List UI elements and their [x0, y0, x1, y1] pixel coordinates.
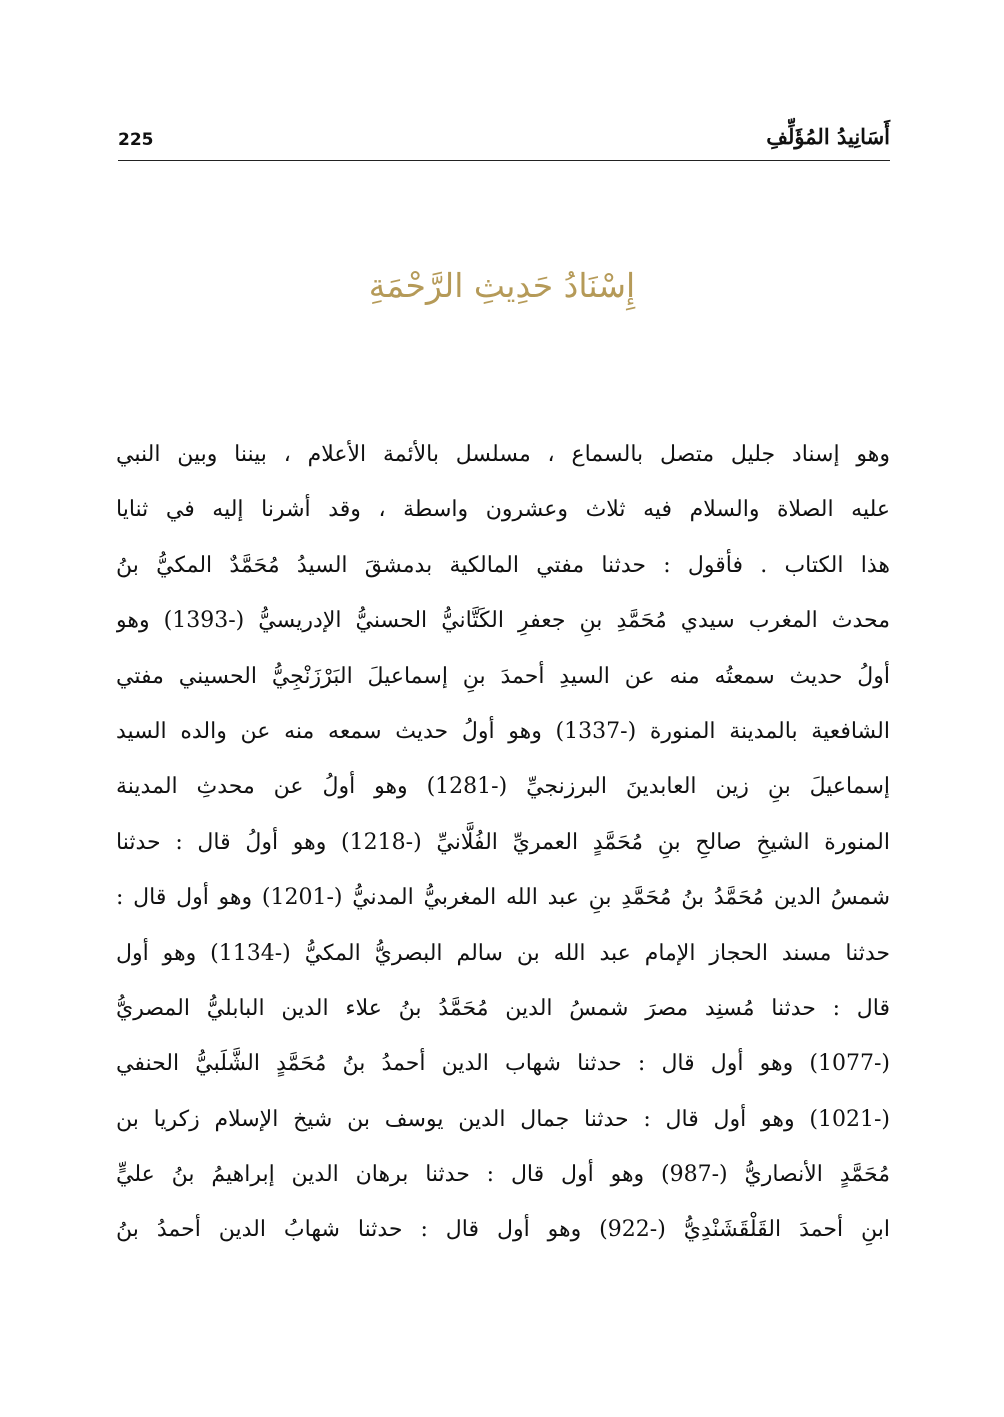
body-line: وهو إسناد جليل متصل بالسماع ، مسلسل بالأئمة الأعلام ، بيننا وبين النبي — [116, 442, 890, 467]
body-line: شمسُ الدين مُحَمَّدُ بنُ مُحَمَّدِ بنِ عبد الله المغربيُّ المدنيُّ (-1201) وهو أول قال : — [116, 885, 890, 911]
chapter-title: إِسْنَادُ حَدِيثِ الرَّحْمَةِ — [368, 266, 636, 305]
body-text — [116, 427, 890, 1258]
body-line: الشافعية بالمدينة المنورة (-1337) وهو أولُ حديث سمعه منه عن والده السيد — [116, 718, 890, 744]
body-line: (-1077) وهو أول قال : حدثنا شهاب الدين أحمدُ بنُ مُحَمَّدٍ الشَّلَبيُّ الحنفي — [116, 1051, 890, 1077]
body-line: هذا الكتاب . فأقول : حدثنا مفتي المالكية بدمشقَ السيدُ مُحَمَّدٌ المكيُّ بنُ — [116, 552, 890, 578]
body-line: مُحَمَّدٍ الأنصاريُّ (-987) وهو أول قال : حدثنا برهان الدين إبراهيمُ بنُ عليٍّ — [116, 1162, 890, 1188]
body-line: ابنِ أحمدَ القَلْقَشَنْدِيُّ (-922) وهو أول قال : حدثنا شهابُ الدين أحمدُ بنُ — [116, 1217, 890, 1243]
body-line: (-1021) وهو أول قال : حدثنا جمال الدين يوسف بن شيخ الإسلام زكريا بن — [116, 1106, 890, 1132]
page-number: 225 — [118, 130, 154, 150]
body-line: قال : حدثنا مُسنِد مصرَ شمسُ الدين مُحَمَّدُ بنُ علاء الدين البابليُّ المصريُّ — [116, 995, 890, 1021]
page-header — [118, 118, 890, 161]
body-line: المنورة الشيخِ صالحِ بنِ مُحَمَّدٍ العمريِّ الفُلَّانيِّ (-1218) وهو أولُ قال : حدثنا — [116, 829, 890, 855]
running-head: أَسَانِيدُ المُؤَلِّفِ — [766, 124, 890, 149]
body-line: إسماعيلَ بنِ زين العابدينَ البرزنجيِّ (-1281) وهو أولُ عن محدثِ المدينة — [116, 774, 890, 800]
body-line: حدثنا مسند الحجاز الإمام عبد الله بن سالم البصريُّ المكيُّ (-1134) وهو أول — [116, 940, 890, 966]
body-line: محدث المغرب سيدي مُحَمَّدِ بنِ جعفرِ الكَتَّانيُّ الحسنيُّ الإدريسيُّ (-1393) وهو — [116, 608, 890, 634]
body-line: عليه الصلاة والسلام فيه ثلاث وعشرون واسطة ، وقد أشرنا إليه في ثنايا — [116, 497, 890, 523]
body-line: أولُ حديث سمعتُه منه عن السيدِ أحمدَ بنِ إسماعيلَ البَرْزَنْجِيُّ الحسيني مفتي — [116, 663, 890, 689]
